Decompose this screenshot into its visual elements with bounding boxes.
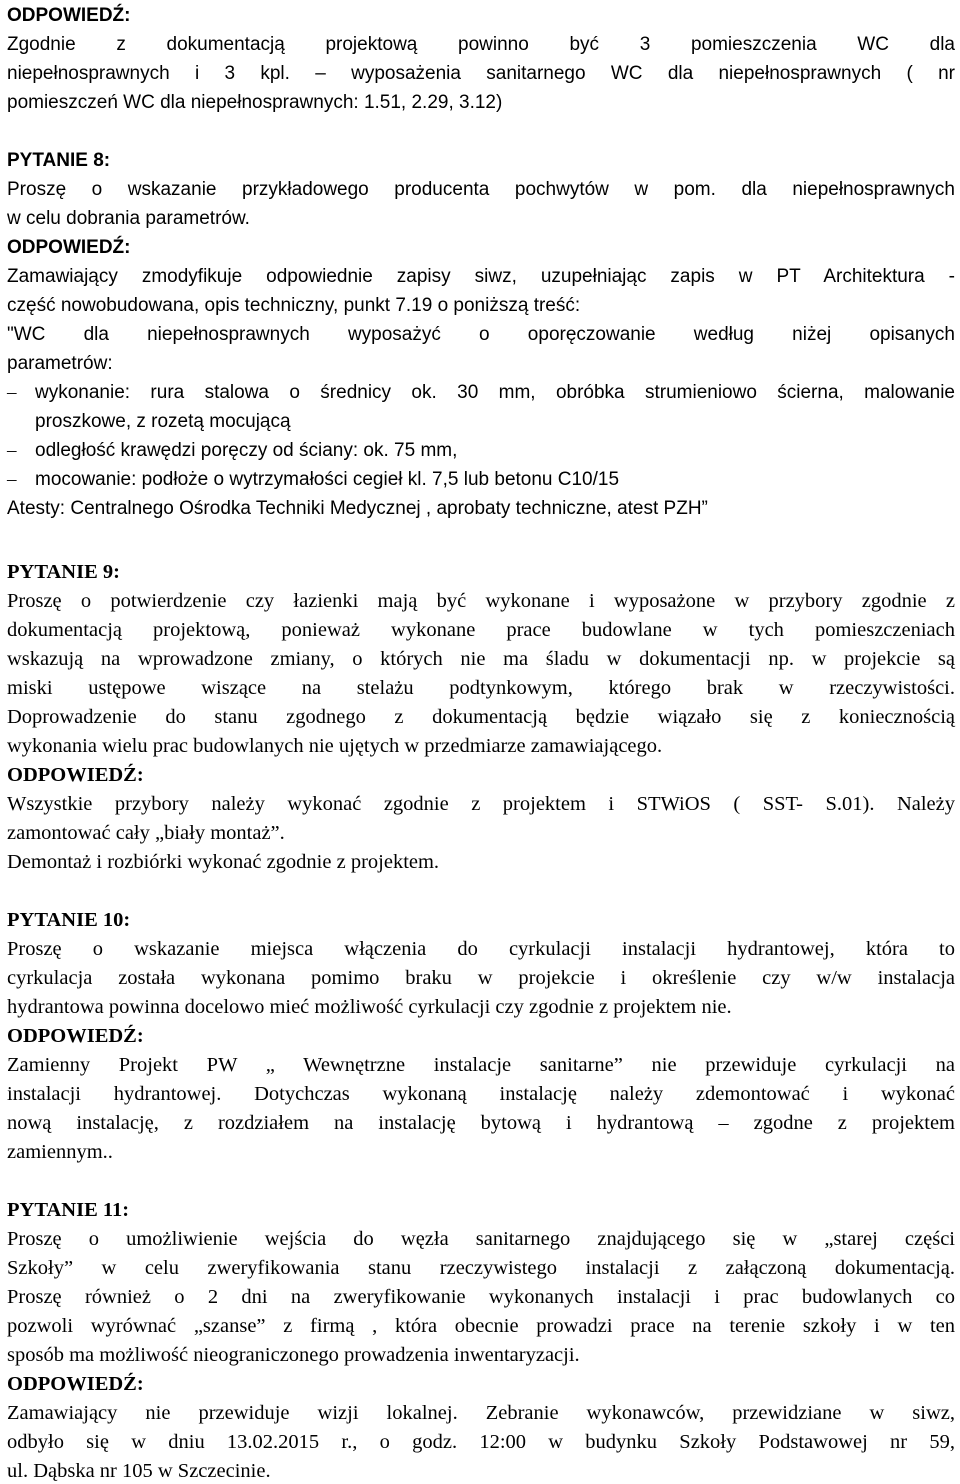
text-line: zamiennym.. [7,1141,113,1163]
text-line: instalacji hydrantowej. Dotychczas wykonaną instalację należy zdemontować i wykonać [7,1083,955,1105]
text-line: pozwoli wyrównać „szanse” z firmą , która obecnie prowadzi prace na terenie szkoły i w ten [7,1315,955,1337]
list-bullet-dash: – [7,469,17,490]
text-line: Demontaż i rozbiórki wykonać zgodnie z projektem. [7,851,440,873]
text-line: Proszę o wskazanie przykładowego producenta pochwytów w pom. dla niepełnosprawnych [7,179,955,200]
list-bullet-dash: – [7,382,17,403]
list-bullet-dash: – [7,440,17,461]
text-line: Wszystkie przybory należy wykonać zgodnie z projektem i STWiOS ( SST- S.01). Należy [7,793,955,815]
section-heading: PYTANIE 9: [7,561,120,583]
text-line: Doprowadzenie do stanu zgodnego z dokumentacją będzie wiązało się z koniecznością [7,706,955,728]
section-heading: PYTANIE 10: [7,909,131,931]
section-heading: ODPOWIEDŹ: [7,5,131,26]
section-heading: ODPOWIEDŹ: [7,237,131,258]
text-line: odbyło się w dniu 13.02.2015 r., o godz. 12:00 w budynku Szkoły Podstawowej nr 59, [7,1431,955,1453]
text-line: dokumentacją projektową, ponieważ wykonane prace budowlane w tych pomieszczeniach [7,619,955,641]
text-line: Zamawiający nie przewiduje wizji lokalnej. Zebranie wykonawców, przewidziane w siwz, [7,1402,955,1424]
text-line: Proszę o wskazanie miejsca włączenia do cyrkulacji instalacji hydrantowej, która to [7,938,955,960]
text-line: nową instalację, z rozdziałem na instalację bytową i hydrantową – zgodne z projektem [7,1112,955,1134]
text-line: pomieszczeń WC dla niepełnosprawnych: 1.51, 2.29, 3.12) [7,92,503,113]
text-line: hydrantowa powinna docelowo mieć możliwość cyrkulacji czy zgodnie z projektem nie. [7,996,732,1018]
section-heading: PYTANIE 11: [7,1199,130,1221]
text-line: proszkowe, z rozetą mocującą [35,411,291,432]
text-line: niepełnosprawnych i 3 kpl. – wyposażenia sanitarnego WC dla niepełnosprawnych ( nr [7,63,955,84]
text-line: w celu dobrania parametrów. [7,208,250,229]
text-line: część nowobudowana, opis techniczny, punkt 7.19 o poniższą treść: [7,295,581,316]
text-line: wskazują na wprowadzone zmiany, o których nie ma śladu w dokumentacji np. w projekcie są [7,648,955,670]
section-heading: ODPOWIEDŹ: [7,764,144,786]
text-line: Zamienny Projekt PW „ Wewnętrzne instalacje sanitarne” nie przewiduje cyrkulacji na [7,1054,955,1076]
text-line: Proszę o potwierdzenie czy łazienki mają być wykonane i wyposażone w przybory zgodnie z [7,590,955,612]
text-line: wykonanie: rura stalowa o średnicy ok. 30 mm, obróbka strumieniowo ścierna, malowanie [35,382,955,403]
text-line: miski ustępowe wiszące na stelażu podtynkowym, którego brak w rzeczywistości. [7,677,955,699]
section-heading: PYTANIE 8: [7,150,111,171]
text-line: Proszę o umożliwienie wejścia do węzła sanitarnego znajdującego się w „starej części [7,1228,955,1250]
text-line: cyrkulacja została wykonana pomimo braku w projekcie i określenie czy w/w instalacja [7,967,955,989]
text-line: odległość krawędzi poręczy od ściany: ok. 75 mm, [35,440,458,461]
text-line: mocowanie: podłoże o wytrzymałości cegieł kl. 7,5 lub betonu C10/15 [35,469,620,490]
text-line: "WC dla niepełnosprawnych wyposażyć o oporęczowanie według niżej opisanych [7,324,955,345]
text-line: Proszę również o 2 dni na zweryfikowanie wykonanych instalacji i prac budowlanych co [7,1286,955,1308]
text-line: zamontować cały „biały montaż”. [7,822,285,844]
section-heading: ODPOWIEDŹ: [7,1025,144,1047]
text-line: wykonania wielu prac budowlanych nie ujętych w przedmiarze zamawiającego. [7,735,663,757]
text-line: Atesty: Centralnego Ośrodka Techniki Medycznej , aprobaty techniczne, atest PZH” [7,498,708,519]
text-line: Zamawiający zmodyfikuje odpowiednie zapisy siwz, uzupełniając zapis w PT Architektura - [7,266,955,287]
text-line: sposób ma możliwość nieograniczonego prowadzenia inwentaryzacji. [7,1344,580,1366]
text-line: ul. Dąbska nr 105 w Szczecinie. [7,1460,271,1482]
text-line: parametrów: [7,353,113,374]
text-line: Szkoły” w celu zweryfikowania stanu rzeczywistego instalacji z załączoną dokumentacją. [7,1257,955,1279]
section-heading: ODPOWIEDŹ: [7,1373,144,1395]
text-line: Zgodnie z dokumentacją projektową powinno być 3 pomieszczenia WC dla [7,34,955,55]
